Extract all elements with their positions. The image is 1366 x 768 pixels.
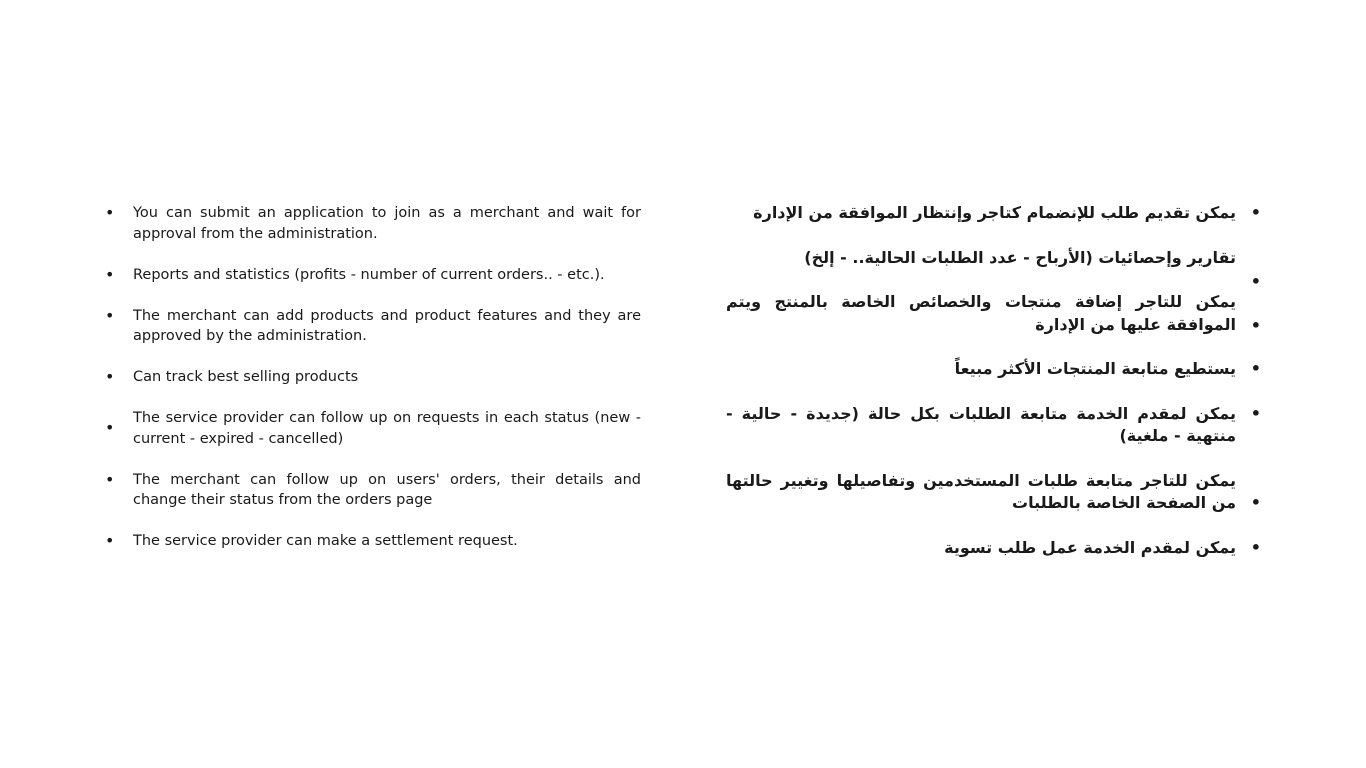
list-item-text: The merchant can follow up on users' orders, their details and change their status from the orders page: [133, 471, 641, 508]
english-feature-list: [105, 203, 641, 572]
list-item-text: The merchant can add products and product features and they are approved by the administration.: [133, 307, 641, 344]
list-item: [105, 408, 641, 449]
list-item: [726, 202, 1261, 225]
list-item-text: يمكن تقديم طلب للإنضمام كتاجر وإنتظار الموافقة من الإدارة: [753, 203, 1236, 222]
list-item-text: يستطيع متابعة المنتجات الأكثر مبيعاً: [954, 359, 1236, 378]
bullet: •: [1250, 537, 1261, 557]
list-item: [726, 470, 1261, 515]
list-item: [726, 247, 1261, 291]
bullet: •: [105, 203, 115, 222]
list-item-text: You can submit an application to join as a merchant and wait for approval from the administration.: [133, 205, 641, 242]
list-item-text: يمكن لمقدم الخدمة متابعة الطلبات بكل حالة (جديدة - حالية - منتهية - ملغية): [726, 403, 1236, 445]
list-item: [726, 291, 1261, 336]
list-item: [105, 367, 641, 388]
list-item: [726, 358, 1261, 381]
bullet: •: [1250, 316, 1261, 335]
bullet: •: [105, 531, 115, 550]
bullet: •: [105, 264, 115, 284]
arabic-feature-list: [726, 202, 1261, 581]
bullet: •: [1250, 271, 1261, 291]
bullet: •: [105, 305, 115, 325]
bullet: •: [1250, 492, 1261, 512]
list-item-text: Can track best selling products: [133, 369, 359, 385]
list-item-text: تقارير وإحصائيات (الأرباح - عدد الطلبات الحالية.. - إلخ): [804, 247, 1236, 267]
list-item: [105, 203, 641, 244]
list-item: [105, 306, 641, 347]
list-item: [726, 537, 1261, 560]
bullet: •: [105, 469, 115, 489]
list-item: [105, 265, 641, 286]
bullet: •: [1250, 403, 1261, 423]
list-item: [726, 403, 1261, 448]
list-item-text: يمكن لمقدم الخدمة عمل طلب تسوية: [944, 537, 1236, 557]
list-item: [105, 470, 641, 511]
list-item-text: Reports and statistics (profits - number of current orders.. - etc.).: [133, 266, 605, 283]
bullet: •: [105, 418, 115, 437]
bullet: •: [105, 367, 115, 386]
list-item-text: يمكن للتاجر إضافة منتجات والخصائص الخاصة بالمنتج ويتم الموافقة عليها من الإدارة: [726, 292, 1236, 334]
list-item-text: يمكن للتاجر متابعة طلبات المستخدمين وتفاصيلها وتغيير حالتها من الصفحة الخاصة بالطلبات: [726, 470, 1236, 512]
list-item-text: The service provider can make a settlement request.: [133, 533, 518, 549]
bullet: •: [1250, 359, 1261, 378]
list-item-text: The service provider can follow up on requests in each status (new - current - expired - cancelled): [133, 410, 641, 447]
list-item: [105, 531, 641, 552]
bullet: •: [1250, 203, 1261, 222]
